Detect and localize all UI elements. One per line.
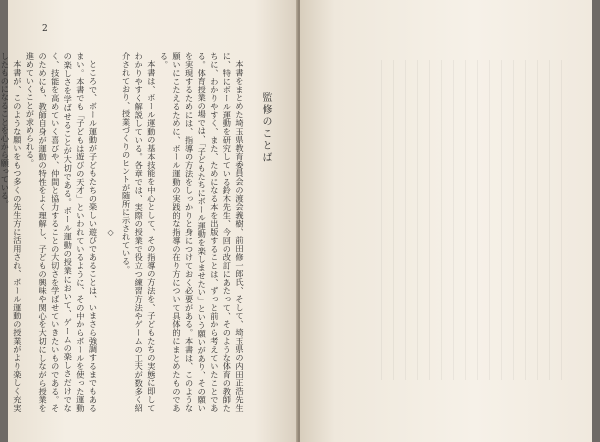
paragraph: 本書は、ボール運動の基本技能を中心として、その指導の方法を、子どもたちの実態に即してわかりやすく解説している。各章では、実際の授業で役立つ練習方法やゲームの工夫が数多く紹介されており、授業づくりのヒントが随所に示されている。 — [121, 52, 157, 412]
section-separator: ◇ — [106, 227, 116, 237]
section-title: 監修のことば — [260, 92, 271, 164]
show-through-texture — [372, 60, 562, 380]
paragraph: 本書が、このような願いをもつ多くの先生方に活用され、ボール運動の授業がより楽しく充実したものになることを心から願っている。 — [0, 52, 23, 412]
right-page — [300, 0, 592, 442]
page-number: 2 — [42, 24, 48, 34]
body-text — [0, 52, 246, 412]
paragraph: 本書をまとめた埼玉県教育委員会の渡会義樹、前田修一郎氏、そして、埼玉県の内田正浩先生に、特にボール運動を研究している鈴木先生、今回の改訂にあたって、そのような体育の教師たちに、わかりやすく、また、ためになる本を出版することは、ずっと前から考えていたことである。体育授業の場では、「子どもたちにボール運動を楽しませたい」という願いがあり、その願いを実現するためには、指導の方法をしっかりと身につけておく必要がある。本書は、このような願いにこたえるために、ボール運動の実践的な指導の在り方について具体的にまとめたものである。 — [159, 52, 245, 412]
paragraph: ところで、ボール運動が子どもたちの楽しい遊びであることは、いまさら強調するまでもあるまい。本書でも「子どもは遊びの天才」といわれているように、その中からボールを使った運動の楽しさを学ばせることが大切である。ボール運動の授業において、ゲームの楽しさだけでなく、技能を高めていく喜びや、仲間と協力することの大切さを学ばせていきたいものである。そのためにも、教師自身が運動の特性をよく理解し、子どもの興味や関心を大切にしながら授業を進めていくことが求められる。 — [25, 52, 99, 412]
